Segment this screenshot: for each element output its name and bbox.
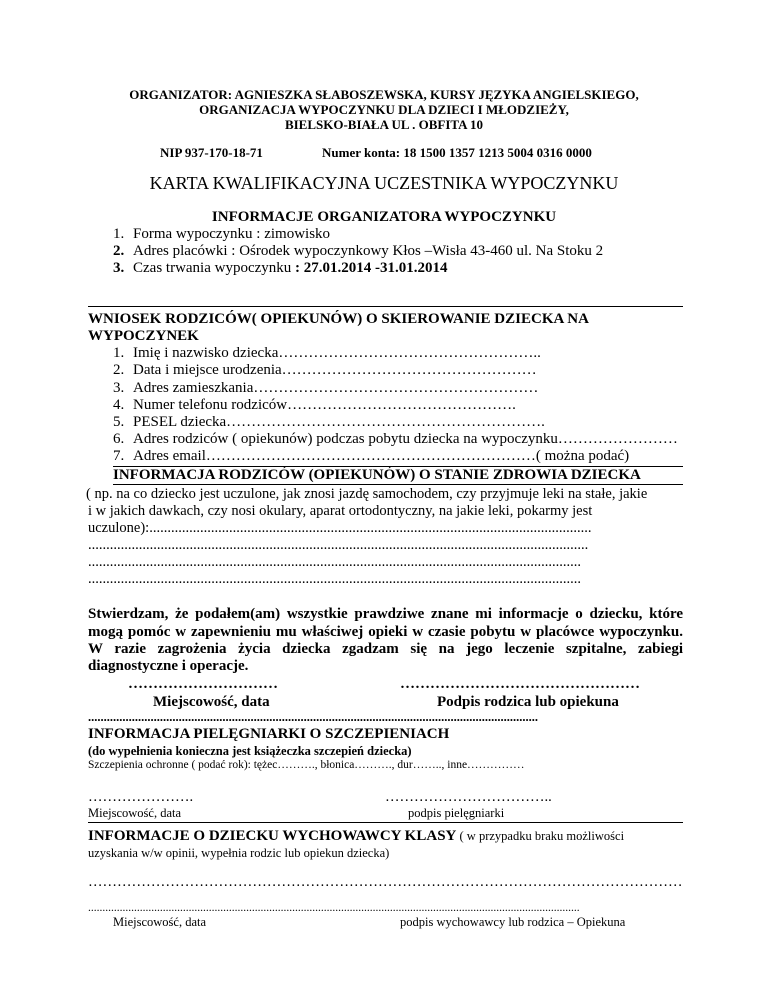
teacher-info-note-line-2: uzyskania w/w opinii, wypełnia rodzic lub opiekun dziecka): [88, 846, 390, 860]
organizer-header-line-3: BIELSKO-BIAŁA UL . OBFITA 10: [284, 117, 484, 132]
place-date-dots[interactable]: …………………………: [128, 676, 278, 692]
teacher-info-heading: INFORMACJE O DZIECKU WYCHOWAWCY KLASY: [88, 828, 457, 844]
vaccination-heading: INFORMACJA PIELĘGNIARKI O SZCZEPIENIACH: [88, 726, 450, 742]
vaccination-subheading: (do wypełnienia konieczna jest książeczka szczepień dziecka): [88, 744, 412, 758]
list-item-number: 1.: [113, 345, 125, 361]
list-item-number: 2.: [113, 362, 125, 378]
vaccination-details-line[interactable]: Szczepienia ochronne ( podać rok): tężec………., błonica………., dur…….., inne……………: [88, 759, 525, 771]
health-info-instructions-line-3[interactable]: uczulone):..........................................................................................................................: [88, 520, 592, 536]
health-info-instructions-line-2: i w jakich dawkach, czy nosi okulary, aparat ortodontyczny, na jakie leki, pokarmy jest: [88, 503, 593, 519]
teacher-opinion-dots[interactable]: ...........................................................................................................................................................................: [88, 902, 580, 914]
child-name-field[interactable]: Imię i nazwisko dziecka……………………………………………..: [133, 345, 541, 361]
dotted-separator: ................................................................................................................................................: [88, 710, 538, 724]
list-item: [133, 226, 330, 243]
nurse-signature-dots[interactable]: ……………………………..: [385, 789, 552, 805]
parents-request-heading-line-1: WNIOSEK RODZICÓW( OPIEKUNÓW) O SKIEROWANIE DZIECKA NA: [88, 311, 589, 327]
nurse-place-date-label: Miejscowość, data: [88, 806, 182, 820]
list-item-text: Forma wypoczynku : zimowisko: [133, 226, 331, 242]
parents-phone-field[interactable]: Numer telefonu rodziców……………………………………….: [133, 397, 516, 413]
health-info-instructions-line-1: ( np. na co dziecko jest uczulone, jak znosi jazdę samochodem, czy przyjmuje leki na stałe, jakie: [86, 486, 648, 502]
section-divider: [88, 822, 683, 823]
pesel-field[interactable]: PESEL dziecka……………………………………………………….: [133, 414, 545, 430]
list-item-number: 7.: [113, 448, 125, 464]
parent-signature-label: Podpis rodzica lub opiekuna: [437, 694, 619, 710]
list-item-number: 1.: [113, 226, 125, 242]
health-info-dots-line[interactable]: ........................................................................................................................................: [88, 554, 581, 570]
list-item: [133, 243, 603, 260]
nurse-signature-label: podpis pielęgniarki: [408, 806, 505, 820]
parents-request-heading-line-2: WYPOCZYNEK: [88, 328, 199, 344]
teacher-info-heading-row: [88, 828, 624, 845]
list-item-number: 4.: [113, 397, 125, 413]
form-title: KARTA KWALIFIKACYJNA UCZESTNIKA WYPOCZYNKU: [149, 173, 619, 193]
organizer-info-heading: INFORMACJE ORGANIZATORA WYPOCZYNKU: [211, 209, 557, 225]
list-item-number: 3.: [113, 380, 125, 396]
teacher-info-note: ( w przypadku braku możliwości: [456, 829, 625, 843]
declaration-line-3: W razie zagrożenia życia dziecka zgadzam się na jego leczenie szpitalne, zabiegi: [88, 641, 683, 657]
email-field[interactable]: Adres email…………………………………………………………( można podać): [133, 448, 630, 464]
list-item-text: Adres placówki : Ośrodek wypoczynkowy Kłos –Wisła 43-460 ul. Na Stoku 2: [133, 243, 604, 259]
nurse-place-date-dots[interactable]: ………………….: [88, 789, 194, 805]
list-item-number: 3.: [113, 260, 125, 276]
list-item-text: Czas trwania wypoczynku: [133, 260, 296, 276]
list-item-dates: : 27.01.2014 -31.01.2014: [295, 260, 448, 276]
home-address-field[interactable]: Adres zamieszkania…………………………………………………: [133, 380, 539, 396]
declaration-line-2: mogą pomóc w zapewnieniu mu właściwej opieki w czasie pobytu w placówce wypoczynku.: [88, 624, 683, 640]
health-info-dots-line[interactable]: ........................................................................................................................................: [88, 571, 581, 587]
declaration-line-1: Stwierdzam, że podałem(am) wszystkie prawdziwe znane mi informacje o dziecku, które: [88, 606, 683, 622]
health-info-heading: INFORMACJA RODZICÓW (OPIEKUNÓW) O STANIE ZDROWIA DZIECKA: [113, 467, 641, 483]
parent-signature-dots[interactable]: …………………………………………: [400, 676, 640, 692]
declaration-line-4: diagnostyczne i operacje.: [88, 658, 249, 674]
place-date-label: Miejscowość, data: [153, 694, 270, 710]
organizer-header-line-2: ORGANIZACJA WYPOCZYNKU DLA DZIECI I MŁODZIEŻY,: [199, 102, 569, 117]
nip-number: NIP 937-170-18-71: [160, 145, 263, 160]
parents-address-field[interactable]: Adres rodziców ( opiekunów) podczas pobytu dziecka na wypoczynku……………………: [133, 431, 678, 447]
list-item-number: 2.: [113, 243, 125, 259]
list-item-number: 5.: [113, 414, 125, 430]
section-divider: [88, 306, 683, 307]
list-item-number: 6.: [113, 431, 125, 447]
teacher-opinion-dots[interactable]: ……………………………………………………………………………………………………………: [88, 874, 683, 890]
birth-date-place-field[interactable]: Data i miejsce urodzenia……………………………………………: [133, 362, 537, 378]
teacher-place-date-label: Miejscowość, data: [113, 915, 207, 929]
list-item: [133, 260, 448, 277]
section-divider: [113, 484, 683, 485]
bank-account-number: Numer konta: 18 1500 1357 1213 5004 0316 0000: [322, 145, 592, 160]
organizer-header-line-1: ORGANIZATOR: AGNIESZKA SŁABOSZEWSKA, KURSY JĘZYKA ANGIELSKIEGO,: [129, 87, 639, 102]
teacher-signature-label: podpis wychowawcy lub rodzica – Opiekuna: [400, 915, 626, 929]
health-info-dots-line[interactable]: ..........................................................................................................................................: [88, 537, 589, 553]
